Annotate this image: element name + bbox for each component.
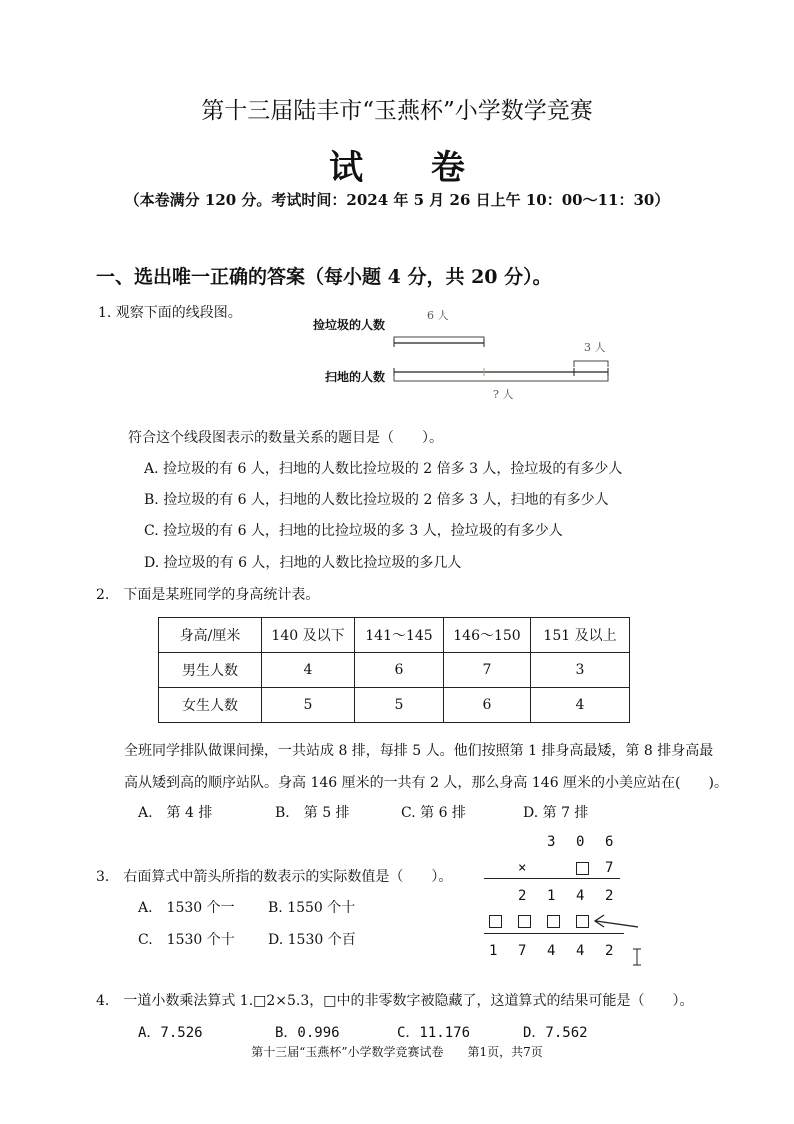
q1-prompt: 符合这个线段图表示的数量关系的题目是（ ）。 bbox=[128, 430, 443, 446]
table-header-cell: 151 及以上 bbox=[531, 618, 630, 653]
q4-option-c[interactable]: C．11.176 bbox=[397, 1025, 471, 1041]
table-row bbox=[159, 688, 630, 723]
hidden-digit-box bbox=[518, 915, 531, 928]
q2-option-d[interactable]: D. 第 7 排 bbox=[523, 805, 589, 821]
diagram-top-brace-label: 6 人 bbox=[427, 309, 449, 322]
calc-digit: 1 bbox=[547, 888, 556, 904]
exam-subtitle: 试 卷 bbox=[329, 148, 493, 188]
diagram-label-bottom: 扫地的人数 bbox=[325, 370, 386, 384]
q4-stem: 4. 一道小数乘法算式 1.□2×5.3，□中的非零数字被隐藏了，这道算式的结果可能是（ ）。 bbox=[96, 993, 694, 1009]
q3-option-d[interactable]: D. 1530 个百 bbox=[268, 932, 356, 948]
table-cell: 5 bbox=[262, 688, 355, 723]
table-cell: 7 bbox=[444, 653, 531, 688]
table-cell: 6 bbox=[355, 653, 444, 688]
calc-digit: 0 bbox=[576, 834, 585, 850]
table-header-cell: 身高/厘米 bbox=[159, 618, 262, 653]
calc-digit: 2 bbox=[605, 943, 614, 959]
exam-title: 第十三届陆丰市“玉燕杯”小学数学竞赛 bbox=[201, 98, 593, 124]
hidden-digit-box bbox=[576, 862, 589, 875]
q1-option-c[interactable]: C. 捡垃圾的有 6 人，扫地的比捡垃圾的多 3 人，捡垃圾的有多少人 bbox=[144, 523, 563, 539]
q2-text-line1: 全班同学排队做课间操，一共站成 8 排，每排 5 人。他们按照第 1 排身高最矮，第 8 排身高最 bbox=[124, 743, 714, 759]
calc-digit: 4 bbox=[547, 943, 556, 959]
q3-option-c[interactable]: C. 1530 个十 bbox=[138, 932, 235, 948]
table-cell: 3 bbox=[531, 653, 630, 688]
diagram-label-top: 捡垃圾的人数 bbox=[313, 318, 386, 332]
q2-option-b[interactable]: B. 第 5 排 bbox=[275, 805, 350, 821]
calc-line bbox=[484, 933, 624, 934]
text-cursor-icon bbox=[632, 948, 642, 966]
q1-option-a[interactable]: A. 捡垃圾的有 6 人，扫地的人数比捡垃圾的 2 倍多 3 人，捡垃圾的有多少人 bbox=[144, 461, 623, 477]
q2-option-a[interactable]: A. 第 4 排 bbox=[138, 805, 213, 821]
q3-stem: 3. 右面算式中箭头所指的数表示的实际数值是（ ）。 bbox=[96, 869, 453, 885]
q3-option-a[interactable]: A. 1530 个一 bbox=[138, 900, 235, 916]
calc-digit: 7 bbox=[518, 943, 527, 959]
q2-option-c[interactable]: C. 第 6 排 bbox=[401, 805, 466, 821]
table-row bbox=[159, 653, 630, 688]
q4-option-d[interactable]: D．7.562 bbox=[523, 1025, 588, 1041]
diagram-bottom-brace-label: ? 人 bbox=[493, 388, 514, 401]
page-footer: 第十三届“玉燕杯”小学数学竞赛试卷 第1页，共7页 bbox=[251, 1045, 543, 1059]
hidden-digit-box bbox=[547, 915, 560, 928]
q4-option-a[interactable]: A．7.526 bbox=[138, 1025, 203, 1041]
times-sign: × bbox=[518, 860, 527, 876]
table-cell: 4 bbox=[262, 653, 355, 688]
table-header-row bbox=[159, 618, 630, 653]
diagram-right-brace-label: 3 人 bbox=[584, 341, 606, 354]
section-heading: 一、选出唯一正确的答案（每小题 4 分，共 20 分）。 bbox=[96, 266, 552, 288]
calc-digit: 2 bbox=[605, 888, 614, 904]
table-header-cell: 146～150 bbox=[444, 618, 531, 653]
table-cell: 5 bbox=[355, 688, 444, 723]
table-cell: 男生人数 bbox=[159, 653, 262, 688]
calc-digit: 3 bbox=[547, 834, 556, 850]
arrow-left-icon bbox=[592, 912, 640, 934]
calc-digit: 4 bbox=[576, 943, 585, 959]
q2-text-line2: 高从矮到高的顺序站队。身高 146 厘米的一共有 2 人，那么身高 146 厘米的小美应站在( )。 bbox=[124, 775, 728, 791]
q1-option-d[interactable]: D. 捡垃圾的有 6 人，扫地的人数比捡垃圾的多几人 bbox=[144, 555, 462, 571]
table-header-cell: 141～145 bbox=[355, 618, 444, 653]
table-header-cell: 140 及以下 bbox=[262, 618, 355, 653]
height-table bbox=[158, 617, 630, 723]
exam-info: （本卷满分 120 分。考试时间：2024 年 5 月 26 日上午 10：00～11：30） bbox=[124, 191, 670, 209]
table-cell: 6 bbox=[444, 688, 531, 723]
calc-line bbox=[484, 878, 620, 879]
segment-lines bbox=[380, 318, 620, 398]
q1-option-b[interactable]: B. 捡垃圾的有 6 人，扫地的人数比捡垃圾的 2 倍多 3 人，扫地的有多少人 bbox=[144, 492, 609, 508]
q1-stem: 1. 观察下面的线段图。 bbox=[98, 305, 242, 321]
table-cell: 4 bbox=[531, 688, 630, 723]
table-cell: 女生人数 bbox=[159, 688, 262, 723]
calc-digit: 2 bbox=[518, 888, 527, 904]
calc-digit: 6 bbox=[605, 834, 614, 850]
calc-digit: 4 bbox=[576, 888, 585, 904]
hidden-digit-box bbox=[576, 915, 589, 928]
calc-digit: 1 bbox=[489, 943, 498, 959]
calc-digit: 7 bbox=[605, 860, 614, 876]
q3-option-b[interactable]: B. 1550 个十 bbox=[268, 900, 356, 916]
q2-stem: 2. 下面是某班同学的身高统计表。 bbox=[96, 587, 320, 603]
hidden-digit-box bbox=[489, 915, 502, 928]
q4-option-b[interactable]: B．0.996 bbox=[275, 1025, 340, 1041]
